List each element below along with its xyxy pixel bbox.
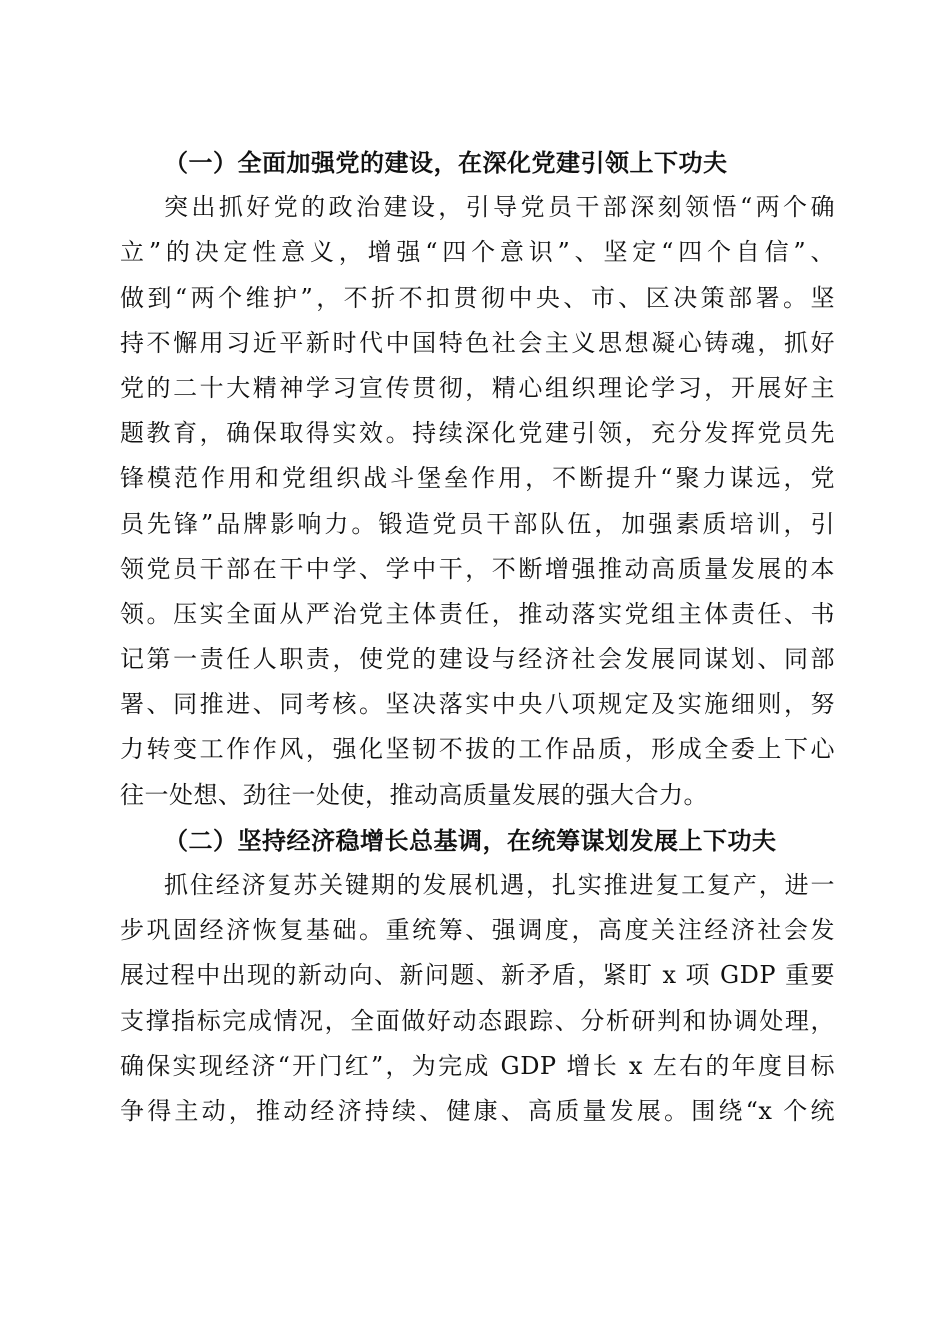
paragraph-line: 力转变工作作风，强化坚韧不拔的工作品质，形成全委上下心 — [120, 735, 835, 764]
paragraph-line: 确保实现经济“开门红”，为完成 GDP 增长 x 左右的年度目标 — [120, 1051, 835, 1080]
paragraph-line: 员先锋”品牌影响力。锻造党员干部队伍，加强素质培训，引 — [120, 509, 835, 538]
paragraph-line: 步巩固经济恢复基础。重统筹、强调度，高度关注经济社会发 — [120, 916, 835, 945]
paragraph-line: 往一处想、劲往一处使，推动高质量发展的强大合力。 — [120, 780, 708, 809]
paragraph-line: 署、同推进、同考核。坚决落实中央八项规定及实施细则，努 — [120, 690, 835, 719]
paragraph-line: 展过程中出现的新动向、新问题、新矛盾，紧盯 x 项 GDP 重要 — [120, 961, 835, 990]
paragraph-line: 领党员干部在干中学、学中干，不断增强推动高质量发展的本 — [120, 554, 835, 583]
paragraph-line: 做到“两个维护”，不折不扣贯彻中央、市、区决策部署。坚 — [120, 283, 835, 312]
paragraph-line: 题教育，确保取得实效。持续深化党建引领，充分发挥党员先 — [120, 419, 835, 448]
section-2-heading: （二）坚持经济稳增长总基调，在统筹谋划发展上下功夫 — [164, 825, 777, 855]
paragraph-line: 立”的决定性意义，增强“四个意识”、坚定“四个自信”、 — [120, 238, 835, 267]
paragraph-line: 支撑指标完成情况，全面做好动态跟踪、分析研判和协调处理， — [120, 1006, 835, 1035]
document-page — [120, 140, 835, 1134]
section-1-heading: （一）全面加强党的建设，在深化党建引领上下功夫 — [164, 148, 728, 177]
paragraph-line: 抓住经济复苏关键期的发展机遇，扎实推进复工复产，进一 — [164, 871, 835, 899]
paragraph-line: 争得主动，推动经济持续、健康、高质量发展。围绕“x 个统 — [120, 1096, 835, 1125]
paragraph-line: 党的二十大精神学习宣传贯彻，精心组织理论学习，开展好主 — [120, 373, 835, 402]
paragraph-line: 记第一责任人职责，使党的建设与经济社会发展同谋划、同部 — [120, 645, 835, 674]
paragraph-line: 锋模范作用和党组织战斗堡垒作用，不断提升“聚力谋远，党 — [120, 464, 835, 493]
paragraph-line: 持不懈用习近平新时代中国特色社会主义思想凝心铸魂，抓好 — [120, 328, 835, 357]
paragraph-line: 突出抓好党的政治建设，引导党员干部深刻领悟“两个确 — [164, 193, 835, 222]
paragraph-line: 领。压实全面从严治党主体责任，推动落实党组主体责任、书 — [120, 599, 835, 628]
